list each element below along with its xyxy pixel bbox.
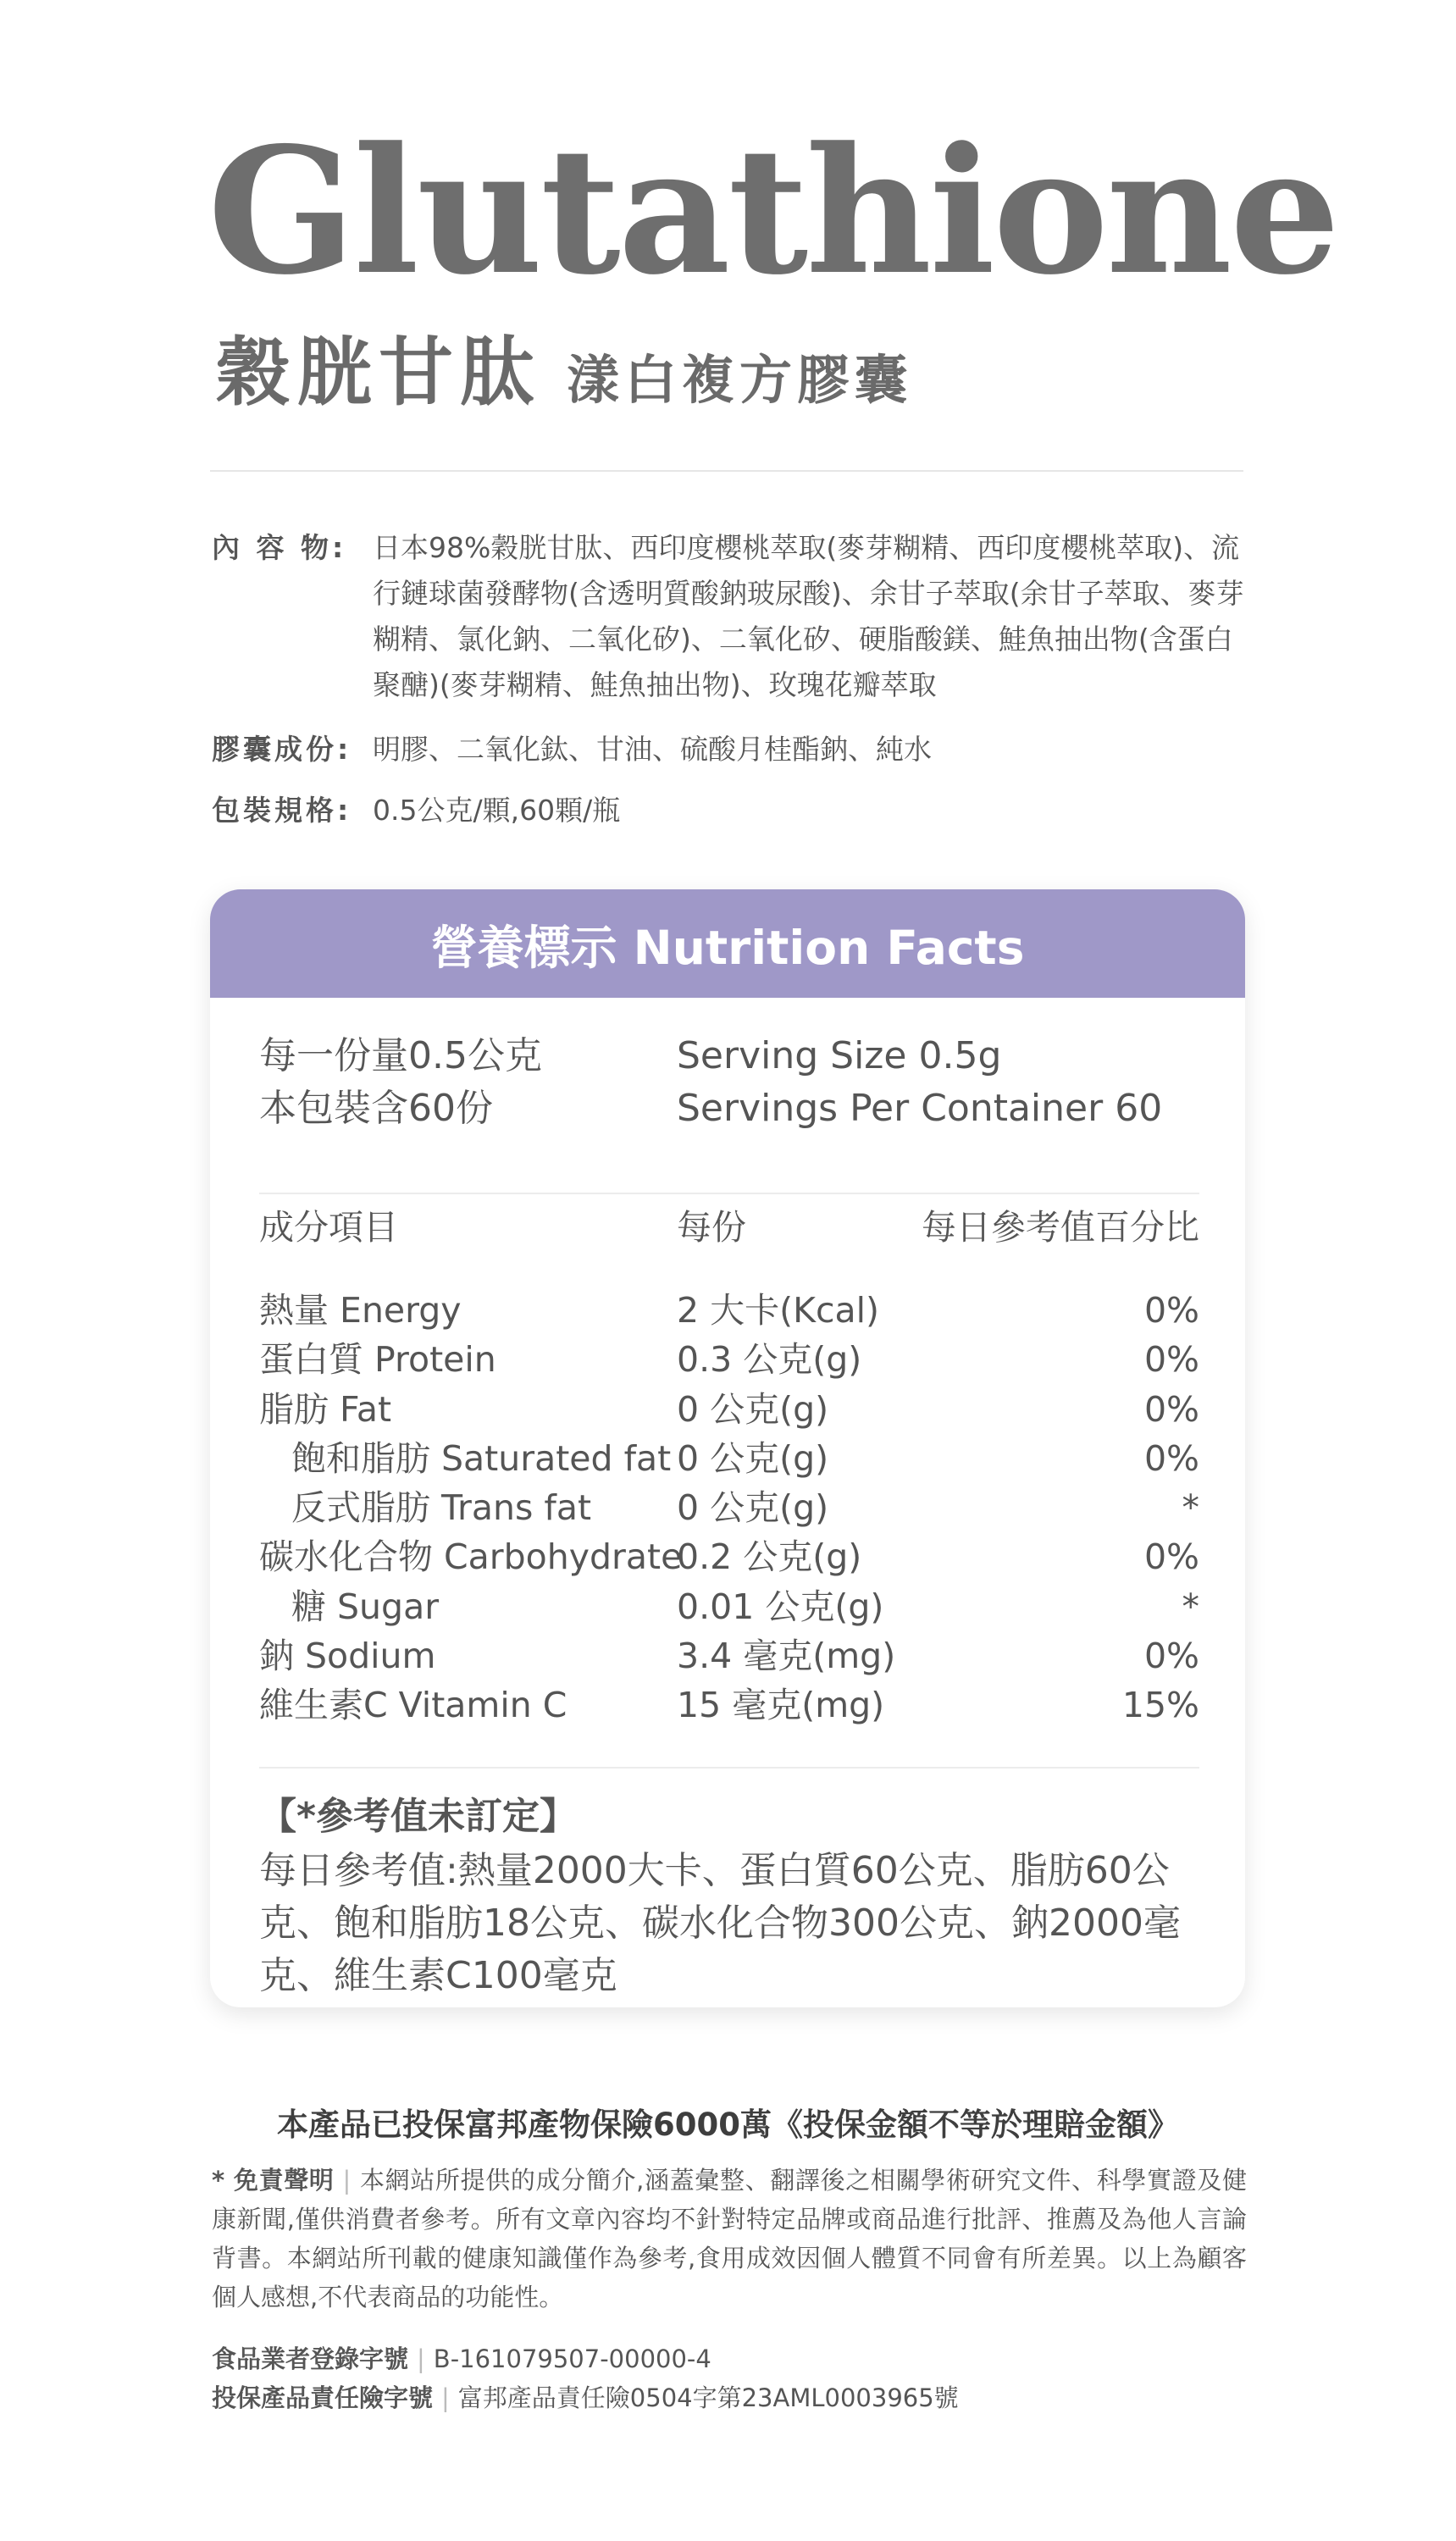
insurance-registration-value: 富邦產品責任險0504字第23AML0003965號 <box>457 2383 959 2412</box>
disclaimer <box>212 2161 1247 2317</box>
nutrient-name: 熱量 Energy <box>259 1290 462 1331</box>
nutrient-amount: 0.3 公克(g) <box>677 1339 862 1381</box>
divider <box>259 1767 1199 1769</box>
table-row <box>259 1483 1199 1532</box>
ingredients-label: 內 容 物: <box>212 531 347 564</box>
table-row <box>259 1335 1199 1384</box>
reference-note-title: 【*參考值未訂定】 <box>259 1795 578 1838</box>
disclaimer-text: 本網站所提供的成分簡介,涵蓋彙整、翻譯後之相關學術研究文件、科學實證及健康新聞,僅供消費者參考。所有文章內容均不針對特定品牌或商品進行批評、推薦及為他人言論背書。本網站所刊載的健康知識僅作為參考,食用成效因個人體質不同會有所差異。以上為顧客個人感想,不代表商品的功能性。 <box>212 2166 1247 2311</box>
nutrient-amount: 0 公克(g) <box>677 1487 829 1529</box>
insurance-registration-label: 投保產品責任險字號 <box>212 2383 434 2412</box>
nutrient-daily-value: 15% <box>1121 1685 1199 1726</box>
serving-size-en: Serving Size 0.5g <box>677 1034 1002 1077</box>
table-row <box>259 1434 1199 1483</box>
nutrient-name: 脂肪 Fat <box>259 1388 392 1430</box>
nutrient-amount: 15 毫克(mg) <box>677 1685 885 1726</box>
package-section <box>212 788 1245 833</box>
nutrient-name: 糖 Sugar <box>291 1586 440 1627</box>
column-header-daily-value: 每日參考值百分比 <box>922 1207 1199 1248</box>
table-row <box>259 1582 1199 1631</box>
nutrient-daily-value: 0% <box>1143 1339 1199 1381</box>
food-registration-label: 食品業者登錄字號 <box>212 2344 409 2373</box>
servings-per-container-en: Servings Per Container 60 <box>677 1087 1163 1130</box>
table-row <box>259 1680 1199 1730</box>
brand-title: Glutathione <box>208 110 1338 313</box>
serving-size-zh: 每一份量0.5公克 <box>259 1034 542 1077</box>
food-registration <box>212 2339 1247 2378</box>
servings-per-container-zh: 本包裝含60份 <box>259 1087 493 1130</box>
divider <box>259 1193 1199 1194</box>
nutrient-name: 蛋白質 Protein <box>259 1339 496 1381</box>
nutrient-daily-value: * <box>1182 1487 1199 1529</box>
nutrition-facts-card <box>210 889 1245 2007</box>
nutrient-daily-value: 0% <box>1143 1437 1199 1479</box>
table-row <box>259 1631 1199 1680</box>
nutrient-amount: 0.2 公克(g) <box>677 1536 862 1578</box>
nutrient-daily-value: 0% <box>1143 1536 1199 1578</box>
table-row <box>259 1286 1199 1335</box>
product-type-zh: 漾白複方膠囊 <box>567 349 913 411</box>
separator: | <box>342 2166 352 2195</box>
ingredients-section <box>212 525 1245 708</box>
nutrient-name: 維生素C Vitamin C <box>259 1685 567 1726</box>
divider <box>210 470 1243 472</box>
capsule-section <box>212 727 1245 772</box>
product-name-zh: 穀胱甘肽 <box>216 329 542 416</box>
disclaimer-label: * 免責聲明 <box>212 2166 335 2195</box>
ingredients-value: 日本98%穀胱甘肽、西印度櫻桃萃取(麥芽糊精、西印度櫻桃萃取)、流行鏈球菌發酵物(含透明質酸鈉玻尿酸)、余甘子萃取(余甘子萃取、麥芽糊精、氯化鈉、二氧化矽)、二氧化矽、硬脂酸鎂、鮭魚抽出物(含蛋白聚醣)(麥芽糊精、鮭魚抽出物)、玫瑰花瓣萃取 <box>373 531 1244 701</box>
nutrient-name: 碳水化合物 Carbohydrate <box>259 1536 683 1578</box>
table-row <box>259 1532 1199 1581</box>
column-header-per-serving: 每份 <box>677 1207 746 1248</box>
nutrition-facts-header: 營養標示 Nutrition Facts <box>210 889 1245 998</box>
nutrient-amount: 0.01 公克(g) <box>677 1586 884 1627</box>
nutrition-table-rows <box>259 1286 1199 1730</box>
nutrient-daily-value: * <box>1182 1586 1199 1627</box>
nutrient-name: 鈉 Sodium <box>259 1636 436 1677</box>
insurance-statement: 本產品已投保富邦產物保險6000萬《投保金額不等於理賠金額》 <box>277 2106 1179 2143</box>
nutrient-daily-value: 0% <box>1143 1388 1199 1430</box>
insurance-registration <box>212 2378 1247 2417</box>
reference-note-text: 每日參考值:熱量2000大卡、蛋白質60公克、脂肪60公克、飽和脂肪18公克、碳水化合物300公克、鈉2000毫克、維生素C100毫克 <box>259 1849 1181 1997</box>
nutrient-amount: 0 公克(g) <box>677 1388 829 1430</box>
nutrient-amount: 0 公克(g) <box>677 1437 829 1479</box>
package-label: 包裝規格: <box>212 794 352 827</box>
separator: | <box>441 2383 450 2412</box>
nutrient-name: 飽和脂肪 Saturated fat <box>291 1437 672 1479</box>
nutrient-amount: 3.4 毫克(mg) <box>677 1636 896 1677</box>
nutrient-daily-value: 0% <box>1143 1636 1199 1677</box>
column-header-item: 成分項目 <box>259 1207 398 1248</box>
nutrient-daily-value: 0% <box>1143 1290 1199 1331</box>
table-row <box>259 1385 1199 1434</box>
capsule-label: 膠囊成份: <box>212 733 352 766</box>
package-value: 0.5公克/顆,60顆/瓶 <box>373 794 621 827</box>
food-registration-value: B-161079507-00000-4 <box>433 2344 711 2373</box>
product-subtitle <box>216 313 912 420</box>
nutrient-name: 反式脂肪 Trans fat <box>291 1487 592 1529</box>
capsule-value: 明膠、二氧化鈦、甘油、硫酸月桂酯鈉、純水 <box>373 733 932 766</box>
separator: | <box>417 2344 425 2373</box>
nutrient-amount: 2 大卡(Kcal) <box>677 1290 880 1331</box>
